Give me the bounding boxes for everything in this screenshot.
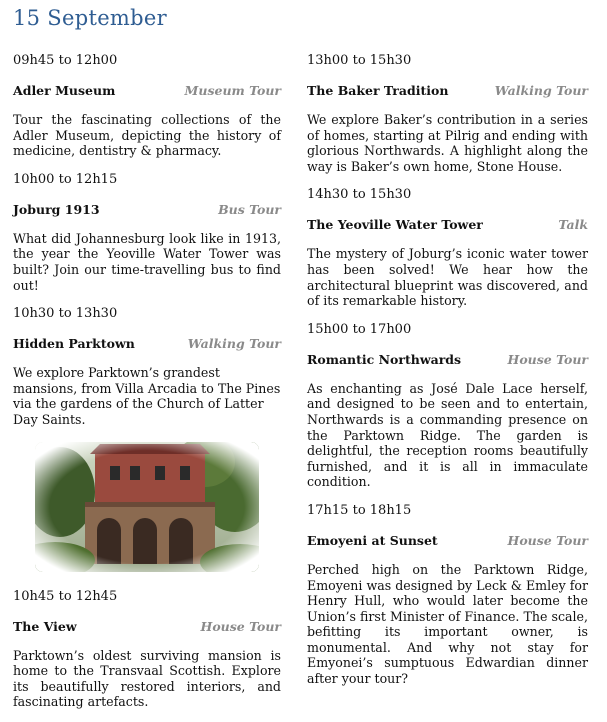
event-header (13, 618, 281, 635)
event-time: 13h00 to 15h30 (307, 53, 412, 68)
event-header (13, 201, 281, 218)
event-header (307, 216, 588, 233)
event-name: The Baker Tradition (307, 83, 449, 98)
event-type: House Tour (200, 618, 281, 634)
event-name: Romantic Northwards (307, 351, 462, 367)
event-time: 15h00 to 17h00 (307, 321, 412, 337)
event-type: House Tour (507, 532, 588, 548)
left-column (13, 52, 281, 722)
event-description: What did Johannesburg look like in 1913, the year the Yeoville Water Tower was built? Join our time-travelling bus to find out! (13, 230, 281, 293)
event-header (307, 351, 588, 368)
mansion-photo (35, 442, 259, 572)
event-type: Museum Tour (184, 83, 281, 98)
event-type: Walking Tour (187, 336, 281, 352)
right-column (307, 52, 588, 699)
event-time: 10h00 to 12h15 (13, 171, 118, 187)
page-title: 15 September (13, 6, 167, 30)
event-time: 17h15 to 18h15 (307, 502, 412, 518)
event-description: Parktown’s oldest surviving mansion is home to the Transvaal Scottish. Explore its beautifully restored interiors, and fascinating artefacts. (13, 647, 281, 710)
event-name: Joburg 1913 (13, 201, 100, 217)
event-header (13, 82, 281, 99)
event-emoyeni-at-sunset (307, 502, 588, 687)
event-name: The View (13, 618, 77, 634)
event-time: 14h30 to 15h30 (307, 187, 412, 203)
event-description: Tour the fascinating collections of the Adler Museum, depicting the history of medicine, dentistry & pharmacy. (13, 112, 281, 159)
event-name: The Yeoville Water Tower (307, 217, 483, 233)
event-type: Talk (558, 217, 588, 233)
event-time: 09h45 to 12h00 (13, 53, 118, 68)
event-joburg-1913 (13, 171, 281, 293)
event-time: 10h45 to 12h45 (13, 588, 118, 604)
event-hidden-parktown (13, 305, 281, 427)
event-description: Perched high on the Parktown Ridge, Emoyeni was designed by Leck & Emley for Henry Hull, who would later become the Union’s first Minister of Finance. The scale, befitting its important owner, is monumental. And why not stay for Emyonei’s sumptuous Edwardian dinner after your tour? (307, 561, 588, 687)
event-the-view (13, 588, 281, 710)
event-type: Walking Tour (494, 83, 588, 98)
event-baker-tradition (307, 52, 588, 174)
event-description: We explore Parktown’s grandest mansions, from Villa Arcadia to The Pines via the gardens of the Church of Latter Day Saints. (13, 365, 281, 427)
event-description: The mystery of Joburg’s iconic water tower has been solved! We hear how the architectural blueprint was discovered, and of its remarkable history. (307, 246, 588, 309)
event-name: Hidden Parktown (13, 336, 135, 352)
event-header (307, 532, 588, 549)
event-description: As enchanting as José Dale Lace herself, and designed to be seen and to entertain, Northwards is a commanding presence on the Parktown Ridge. The garden is delightful, the reception rooms beautifully furnished, and it is all in immaculate condition. (307, 380, 588, 490)
event-yeoville-water-tower (307, 186, 588, 308)
event-time: 10h30 to 13h30 (13, 306, 118, 322)
event-header (307, 82, 588, 99)
event-type: Bus Tour (218, 201, 281, 217)
event-description: We explore Baker’s contribution in a series of homes, starting at Pilrig and ending with glorious Northwards. A highlight along the way is Baker’s own home, Stone House. (307, 112, 588, 174)
event-romantic-northwards (307, 321, 588, 490)
event-type: House Tour (507, 351, 588, 367)
event-adler-museum (13, 52, 281, 159)
event-name: Emoyeni at Sunset (307, 532, 438, 548)
event-name: Adler Museum (13, 83, 116, 98)
event-header (13, 335, 281, 352)
